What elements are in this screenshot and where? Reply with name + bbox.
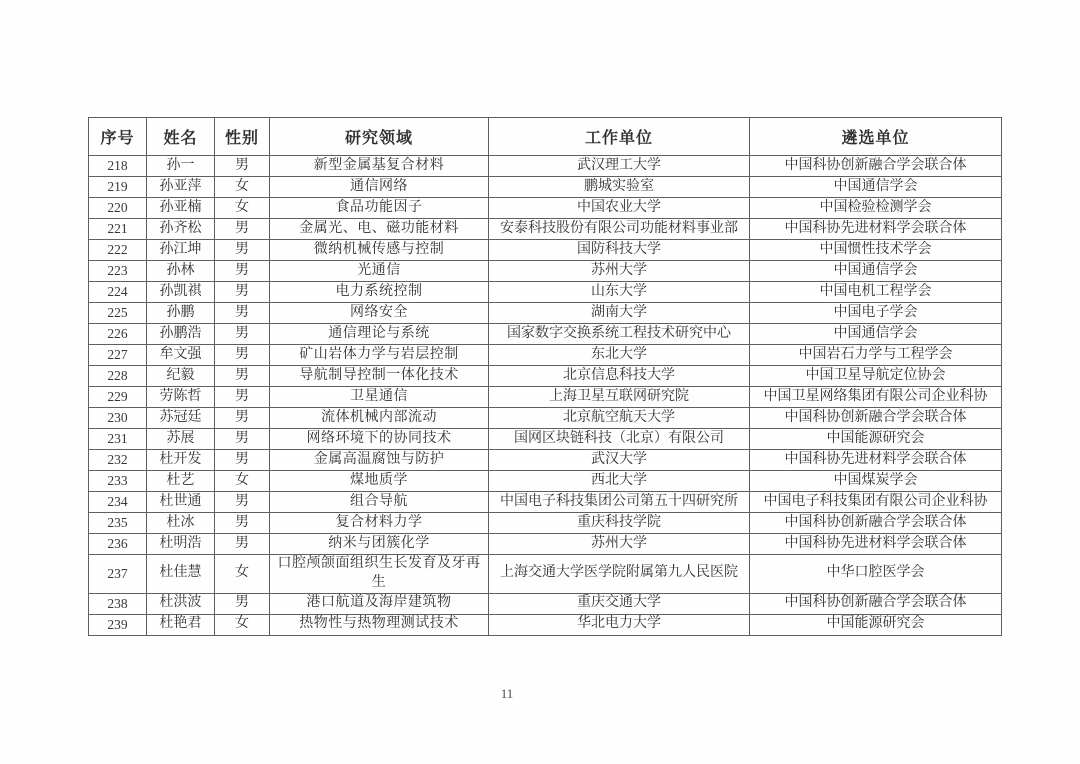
cell-selection-unit: 中国检验检测学会 [750, 198, 1002, 219]
cell-no: 238 [89, 593, 147, 614]
cell-work-unit: 中国农业大学 [489, 198, 750, 219]
cell-selection-unit: 中国煤炭学会 [750, 471, 1002, 492]
cell-selection-unit: 中国科协创新融合学会联合体 [750, 408, 1002, 429]
roster-table [88, 117, 1002, 636]
cell-name: 孙亚萍 [147, 177, 215, 198]
cell-field: 通信网络 [270, 177, 489, 198]
cell-field: 光通信 [270, 261, 489, 282]
table-row [89, 471, 1002, 492]
cell-gender: 女 [215, 177, 270, 198]
cell-field: 通信理论与系统 [270, 324, 489, 345]
cell-name: 纪毅 [147, 366, 215, 387]
header-name: 姓名 [147, 118, 215, 156]
cell-selection-unit: 中国通信学会 [750, 261, 1002, 282]
table-row [89, 450, 1002, 471]
cell-no: 231 [89, 429, 147, 450]
cell-selection-unit: 中国科协创新融合学会联合体 [750, 513, 1002, 534]
cell-no: 227 [89, 345, 147, 366]
cell-name: 孙凯祺 [147, 282, 215, 303]
cell-work-unit: 山东大学 [489, 282, 750, 303]
table-row [89, 614, 1002, 635]
cell-no: 235 [89, 513, 147, 534]
cell-name: 孙鹏浩 [147, 324, 215, 345]
cell-field: 导航制导控制一体化技术 [270, 366, 489, 387]
cell-gender: 男 [215, 282, 270, 303]
header-no: 序号 [89, 118, 147, 156]
table-row [89, 240, 1002, 261]
table-row [89, 345, 1002, 366]
cell-no: 229 [89, 387, 147, 408]
cell-selection-unit: 中国通信学会 [750, 177, 1002, 198]
table-row [89, 198, 1002, 219]
cell-work-unit: 武汉理工大学 [489, 156, 750, 177]
cell-selection-unit: 中国电机工程学会 [750, 282, 1002, 303]
cell-selection-unit: 中国科协创新融合学会联合体 [750, 593, 1002, 614]
cell-no: 225 [89, 303, 147, 324]
table-row [89, 324, 1002, 345]
cell-name: 杜佳慧 [147, 555, 215, 594]
cell-selection-unit: 中国通信学会 [750, 324, 1002, 345]
cell-no: 230 [89, 408, 147, 429]
cell-selection-unit: 中国惯性技术学会 [750, 240, 1002, 261]
cell-field: 食品功能因子 [270, 198, 489, 219]
cell-work-unit: 湖南大学 [489, 303, 750, 324]
cell-field: 金属高温腐蚀与防护 [270, 450, 489, 471]
table-row [89, 534, 1002, 555]
cell-no: 226 [89, 324, 147, 345]
cell-gender: 男 [215, 156, 270, 177]
cell-selection-unit: 中国卫星导航定位协会 [750, 366, 1002, 387]
table-row [89, 387, 1002, 408]
cell-name: 孙林 [147, 261, 215, 282]
cell-field: 组合导航 [270, 492, 489, 513]
cell-field: 网络安全 [270, 303, 489, 324]
cell-selection-unit: 中国科协先进材料学会联合体 [750, 219, 1002, 240]
cell-field: 复合材料力学 [270, 513, 489, 534]
cell-field: 口腔颅颌面组织生长发育及牙再生 [270, 555, 489, 594]
cell-work-unit: 苏州大学 [489, 534, 750, 555]
cell-no: 223 [89, 261, 147, 282]
cell-selection-unit: 中国科协先进材料学会联合体 [750, 450, 1002, 471]
cell-work-unit: 国家数字交换系统工程技术研究中心 [489, 324, 750, 345]
cell-gender: 男 [215, 219, 270, 240]
cell-name: 孙一 [147, 156, 215, 177]
table-row [89, 156, 1002, 177]
table-row [89, 429, 1002, 450]
cell-selection-unit: 中华口腔医学会 [750, 555, 1002, 594]
cell-selection-unit: 中国能源研究会 [750, 614, 1002, 635]
cell-work-unit: 国网区块链科技（北京）有限公司 [489, 429, 750, 450]
table-row [89, 492, 1002, 513]
cell-work-unit: 重庆科技学院 [489, 513, 750, 534]
page-number: 11 [500, 686, 514, 701]
cell-no: 237 [89, 555, 147, 594]
cell-gender: 男 [215, 387, 270, 408]
cell-gender: 男 [215, 492, 270, 513]
table-row [89, 366, 1002, 387]
cell-field: 煤地质学 [270, 471, 489, 492]
cell-name: 孙齐松 [147, 219, 215, 240]
cell-name: 劳陈哲 [147, 387, 215, 408]
cell-name: 孙江坤 [147, 240, 215, 261]
cell-gender: 女 [215, 198, 270, 219]
cell-field: 矿山岩体力学与岩层控制 [270, 345, 489, 366]
cell-selection-unit: 中国卫星网络集团有限公司企业科协 [750, 387, 1002, 408]
cell-name: 杜艳君 [147, 614, 215, 635]
cell-selection-unit: 中国电子科技集团有限公司企业科协 [750, 492, 1002, 513]
cell-field: 网络环境下的协同技术 [270, 429, 489, 450]
cell-field: 港口航道及海岸建筑物 [270, 593, 489, 614]
cell-no: 218 [89, 156, 147, 177]
cell-no: 222 [89, 240, 147, 261]
cell-field: 卫星通信 [270, 387, 489, 408]
cell-gender: 男 [215, 513, 270, 534]
cell-gender: 男 [215, 366, 270, 387]
cell-work-unit: 东北大学 [489, 345, 750, 366]
cell-name: 杜世通 [147, 492, 215, 513]
table-row [89, 555, 1002, 594]
cell-work-unit: 上海卫星互联网研究院 [489, 387, 750, 408]
cell-work-unit: 武汉大学 [489, 450, 750, 471]
header-gender: 性别 [215, 118, 270, 156]
cell-no: 232 [89, 450, 147, 471]
cell-work-unit: 华北电力大学 [489, 614, 750, 635]
header-selection-unit: 遴选单位 [750, 118, 1002, 156]
cell-name: 孙鹏 [147, 303, 215, 324]
cell-gender: 男 [215, 408, 270, 429]
cell-gender: 男 [215, 450, 270, 471]
cell-work-unit: 上海交通大学医学院附属第九人民医院 [489, 555, 750, 594]
cell-name: 杜开发 [147, 450, 215, 471]
cell-field: 热物性与热物理测试技术 [270, 614, 489, 635]
cell-name: 牟文强 [147, 345, 215, 366]
cell-field: 金属光、电、磁功能材料 [270, 219, 489, 240]
cell-selection-unit: 中国电子学会 [750, 303, 1002, 324]
cell-gender: 女 [215, 555, 270, 594]
cell-gender: 男 [215, 593, 270, 614]
cell-work-unit: 西北大学 [489, 471, 750, 492]
cell-no: 224 [89, 282, 147, 303]
cell-work-unit: 北京航空航天大学 [489, 408, 750, 429]
cell-work-unit: 北京信息科技大学 [489, 366, 750, 387]
table-row [89, 219, 1002, 240]
cell-no: 221 [89, 219, 147, 240]
cell-field: 新型金属基复合材料 [270, 156, 489, 177]
cell-gender: 男 [215, 534, 270, 555]
roster-table-header [89, 118, 1002, 156]
cell-name: 杜明浩 [147, 534, 215, 555]
table-row [89, 177, 1002, 198]
cell-selection-unit: 中国科协创新融合学会联合体 [750, 156, 1002, 177]
cell-field: 纳米与团簇化学 [270, 534, 489, 555]
cell-selection-unit: 中国能源研究会 [750, 429, 1002, 450]
cell-work-unit: 安泰科技股份有限公司功能材料事业部 [489, 219, 750, 240]
cell-selection-unit: 中国科协先进材料学会联合体 [750, 534, 1002, 555]
header-field: 研究领域 [270, 118, 489, 156]
cell-no: 220 [89, 198, 147, 219]
cell-field: 微纳机械传感与控制 [270, 240, 489, 261]
cell-field: 电力系统控制 [270, 282, 489, 303]
cell-name: 苏冠廷 [147, 408, 215, 429]
cell-work-unit: 鹏城实验室 [489, 177, 750, 198]
cell-gender: 男 [215, 345, 270, 366]
header-row [89, 118, 1002, 156]
cell-gender: 女 [215, 471, 270, 492]
table-row [89, 261, 1002, 282]
table-row [89, 593, 1002, 614]
cell-gender: 男 [215, 429, 270, 450]
cell-no: 228 [89, 366, 147, 387]
header-work-unit: 工作单位 [489, 118, 750, 156]
cell-work-unit: 中国电子科技集团公司第五十四研究所 [489, 492, 750, 513]
cell-name: 杜洪波 [147, 593, 215, 614]
table-row [89, 282, 1002, 303]
cell-no: 219 [89, 177, 147, 198]
cell-no: 234 [89, 492, 147, 513]
cell-work-unit: 国防科技大学 [489, 240, 750, 261]
cell-gender: 男 [215, 261, 270, 282]
cell-work-unit: 苏州大学 [489, 261, 750, 282]
cell-name: 杜冰 [147, 513, 215, 534]
table-row [89, 408, 1002, 429]
cell-name: 杜艺 [147, 471, 215, 492]
cell-gender: 男 [215, 240, 270, 261]
cell-work-unit: 重庆交通大学 [489, 593, 750, 614]
cell-no: 239 [89, 614, 147, 635]
cell-selection-unit: 中国岩石力学与工程学会 [750, 345, 1002, 366]
cell-gender: 男 [215, 324, 270, 345]
cell-field: 流体机械内部流动 [270, 408, 489, 429]
cell-no: 233 [89, 471, 147, 492]
cell-name: 苏展 [147, 429, 215, 450]
cell-gender: 女 [215, 614, 270, 635]
table-row [89, 303, 1002, 324]
cell-name: 孙亚楠 [147, 198, 215, 219]
table-row [89, 513, 1002, 534]
roster-table-body [89, 156, 1002, 636]
cell-no: 236 [89, 534, 147, 555]
cell-gender: 男 [215, 303, 270, 324]
